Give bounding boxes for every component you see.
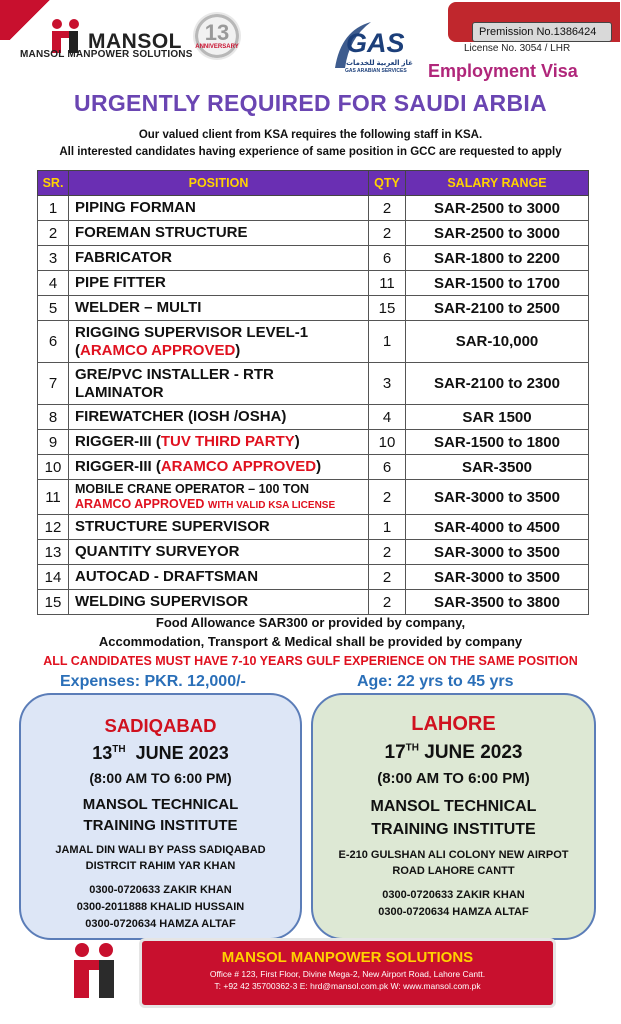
- row-qty: 2: [369, 540, 406, 565]
- row-salary: SAR 1500: [406, 405, 589, 430]
- row-position: PIPE FITTER: [69, 271, 369, 296]
- interview-venue: [21, 794, 300, 836]
- permission-number: Premission No.1386424: [472, 22, 612, 42]
- row-salary: SAR-2100 to 2300: [406, 363, 589, 405]
- interview-address: [313, 847, 594, 879]
- table-row: [38, 271, 589, 296]
- row-qty: 2: [369, 196, 406, 221]
- row-qty: 3: [369, 363, 406, 405]
- interview-contacts: [21, 882, 300, 933]
- row-sr: 9: [38, 430, 69, 455]
- anniversary-number: 13: [204, 20, 230, 45]
- experience-requirement: ALL CANDIDATES MUST HAVE 7-10 YEARS GULF EXPERIENCE ON THE SAME POSITION: [43, 654, 578, 668]
- row-qty: 1: [369, 515, 406, 540]
- row-position: AUTOCAD - DRAFTSMAN: [69, 565, 369, 590]
- interview-city: LAHORE: [411, 713, 496, 735]
- interview-day: 17: [384, 742, 406, 763]
- position-line: RIGGER-III: [75, 458, 152, 475]
- row-salary: SAR-10,000: [406, 321, 589, 363]
- row-sr: 12: [38, 515, 69, 540]
- table-header-row: [38, 171, 589, 196]
- row-salary: SAR-3000 to 3500: [406, 565, 589, 590]
- mansol-footer-logo-icon: [70, 942, 126, 1000]
- header-salary: SALARY RANGE: [406, 171, 589, 196]
- row-position: FIREWATCHER (IOSH /OSHA): [69, 405, 369, 430]
- interview-date: [21, 743, 300, 764]
- row-salary: SAR-2500 to 3000: [406, 221, 589, 246]
- position-line: MOBILE CRANE OPERATOR – 100 TON: [75, 481, 310, 496]
- intro-line-1: Our valued client from KSA requires the following staff in KSA.: [138, 129, 483, 141]
- header-qty: QTY: [369, 171, 406, 196]
- footer-company: MANSOL MANPOWER SOLUTIONS: [221, 949, 474, 966]
- table-row: [38, 246, 589, 271]
- row-qty: 11: [369, 271, 406, 296]
- row-position: WELDING SUPERVISOR: [69, 590, 369, 615]
- footer-contact[interactable]: T: +92 42 35700362-3 E: hrd@mansol.com.pk W: www.mansol.com.pk: [214, 981, 481, 991]
- gas-arabic-text: غاز العربية للخدمات: [346, 60, 413, 67]
- interview-city: SADIQABAD: [104, 715, 217, 736]
- footer-address: Office # 123, First Floor, Divine Mega-2, New Airport Road, Lahore Cantt.: [209, 969, 486, 979]
- row-qty: 4: [369, 405, 406, 430]
- visa-type: Employment Visa: [428, 61, 578, 81]
- row-position: FABRICATOR: [69, 246, 369, 271]
- row-sr: 10: [38, 455, 69, 480]
- venue-line: TRAINING INSTITUTE: [83, 817, 238, 834]
- interview-time: (8:00 AM TO 6:00 PM): [377, 770, 530, 787]
- table-row: [38, 321, 589, 363]
- row-salary: SAR-2100 to 2500: [406, 296, 589, 321]
- interview-month-year: JUNE 2023: [424, 742, 523, 763]
- address-line: DISTRCIT RAHIM YAR KHAN: [85, 860, 236, 872]
- contact-entry[interactable]: 0300-0720633 ZAKIR KHAN: [89, 884, 232, 896]
- row-sr: 13: [38, 540, 69, 565]
- row-salary: SAR-2500 to 3000: [406, 196, 589, 221]
- row-position: QUANTITY SURVEYOR: [69, 540, 369, 565]
- anniversary-label: ANNIVERSARY: [195, 44, 239, 50]
- address-line: E-210 GULSHAN ALI COLONY NEW AIRPOT: [338, 849, 569, 861]
- contact-entry[interactable]: 0300-2011888 KHALID HUSSAIN: [76, 901, 245, 913]
- table-row: [38, 565, 589, 590]
- food-allowance-note: Food Allowance SAR300 or provided by company,: [155, 615, 466, 630]
- row-qty: 2: [369, 221, 406, 246]
- page-title: URGENTLY REQUIRED FOR SAUDI ARBIA: [74, 90, 547, 116]
- row-sr: 1: [38, 196, 69, 221]
- table-row: [38, 296, 589, 321]
- position-line: GRE/PVC INSTALLER - RTR: [75, 365, 274, 383]
- row-salary: SAR-1800 to 2200: [406, 246, 589, 271]
- row-qty: 2: [369, 480, 406, 515]
- row-qty: 6: [369, 246, 406, 271]
- footer-banner: [139, 938, 556, 1008]
- position-note: ARAMCO APPROVED: [75, 496, 205, 511]
- license-number: License No. 3054 / LHR: [464, 43, 571, 54]
- interview-month-year: JUNE 2023: [135, 743, 229, 763]
- row-position: RIGGER-III (ARAMCO APPROVED): [69, 455, 369, 480]
- position-line: LAMINATOR: [75, 383, 164, 401]
- table-row: [38, 455, 589, 480]
- venue-line: MANSOL TECHNICAL: [82, 796, 239, 813]
- header-position: POSITION: [69, 171, 369, 196]
- row-position: FOREMAN STRUCTURE: [69, 221, 369, 246]
- venue-line: MANSOL TECHNICAL: [370, 798, 537, 815]
- row-position: RIGGER-III (TUV THIRD PARTY): [69, 430, 369, 455]
- contact-entry[interactable]: 0300-0720633 ZAKIR KHAN: [382, 889, 525, 901]
- table-row: [38, 405, 589, 430]
- row-qty: 2: [369, 590, 406, 615]
- row-qty: 15: [369, 296, 406, 321]
- interview-contacts: [313, 887, 594, 921]
- gas-subtitle: GAS ARABIAN SERVICES: [345, 68, 407, 74]
- row-position: STRUCTURE SUPERVISOR: [69, 515, 369, 540]
- jobs-table: [37, 170, 589, 615]
- row-salary: SAR-3500: [406, 455, 589, 480]
- row-position: [69, 480, 369, 515]
- position-note: ARAMCO APPROVED: [80, 341, 236, 359]
- position-line: RIGGING SUPERVISOR LEVEL-1: [75, 323, 309, 341]
- table-row: [38, 196, 589, 221]
- row-position: WELDER – MULTI: [69, 296, 369, 321]
- row-sr: 4: [38, 271, 69, 296]
- expenses: Expenses: PKR. 12,000/-: [60, 673, 246, 690]
- row-salary: SAR-3000 to 3500: [406, 480, 589, 515]
- contact-entry[interactable]: 0300-0720634 HAMZA ALTAF: [378, 906, 529, 918]
- anniversary-badge: [193, 12, 241, 60]
- interview-time: (8:00 AM TO 6:00 PM): [89, 770, 232, 786]
- table-row: [38, 540, 589, 565]
- gas-logo-text: GAS: [346, 28, 405, 58]
- row-position: PIPING FORMAN: [69, 196, 369, 221]
- row-qty: 2: [369, 565, 406, 590]
- row-sr: 11: [38, 480, 69, 515]
- row-salary: SAR-1500 to 1800: [406, 430, 589, 455]
- row-sr: 15: [38, 590, 69, 615]
- interview-box-sadiqabad: [19, 693, 302, 940]
- position-note-license: WITH VALID KSA LICENSE: [207, 499, 336, 511]
- row-sr: 6: [38, 321, 69, 363]
- row-sr: 7: [38, 363, 69, 405]
- table-row: [38, 430, 589, 455]
- row-salary: SAR-1500 to 1700: [406, 271, 589, 296]
- interview-day: 13: [92, 743, 113, 763]
- table-row: [38, 363, 589, 405]
- position-note: ARAMCO APPROVED: [160, 458, 317, 475]
- table-row: [38, 480, 589, 515]
- row-qty: 10: [369, 430, 406, 455]
- interview-box-lahore: [311, 693, 596, 940]
- row-salary: SAR-3500 to 3800: [406, 590, 589, 615]
- venue-line: TRAINING INSTITUTE: [371, 821, 536, 838]
- interview-address: [21, 842, 300, 874]
- interview-day-suffix: TH: [405, 742, 419, 754]
- address-line: ROAD LAHORE CANTT: [392, 865, 515, 877]
- row-sr: 2: [38, 221, 69, 246]
- address-line: JAMAL DIN WALI BY PASS SADIQABAD: [55, 844, 266, 856]
- contact-entry[interactable]: 0300-0720634 HAMZA ALTAF: [85, 918, 236, 930]
- interview-date: [313, 742, 594, 764]
- row-position: RIGGING SUPERVISOR LEVEL-1 (ARAMCO APPROVED): [69, 321, 369, 363]
- benefits-note: Accommodation, Transport & Medical shall be provided by company: [98, 634, 523, 649]
- row-salary: SAR-4000 to 4500: [406, 515, 589, 540]
- row-position: [69, 363, 369, 405]
- table-row: [38, 515, 589, 540]
- age-requirement: Age: 22 yrs to 45 yrs: [357, 673, 514, 690]
- row-qty: 6: [369, 455, 406, 480]
- interview-venue: [313, 795, 594, 841]
- row-sr: 14: [38, 565, 69, 590]
- position-note: TUV THIRD PARTY: [160, 433, 295, 450]
- interview-day-suffix: TH: [112, 744, 126, 755]
- row-qty: 1: [369, 321, 406, 363]
- row-sr: 8: [38, 405, 69, 430]
- header-sr: SR.: [38, 171, 69, 196]
- row-sr: 3: [38, 246, 69, 271]
- table-row: [38, 221, 589, 246]
- table-row: [38, 590, 589, 615]
- logo-text: MANSOL: [88, 30, 182, 53]
- row-salary: SAR-3000 to 3500: [406, 540, 589, 565]
- intro-line-2: All interested candidates having experience of same position in GCC are requested to apply: [59, 146, 562, 158]
- position-line: RIGGER-III: [75, 433, 152, 450]
- logo-subtitle: MANSOL MANPOWER SOLUTIONS: [20, 49, 193, 60]
- row-sr: 5: [38, 296, 69, 321]
